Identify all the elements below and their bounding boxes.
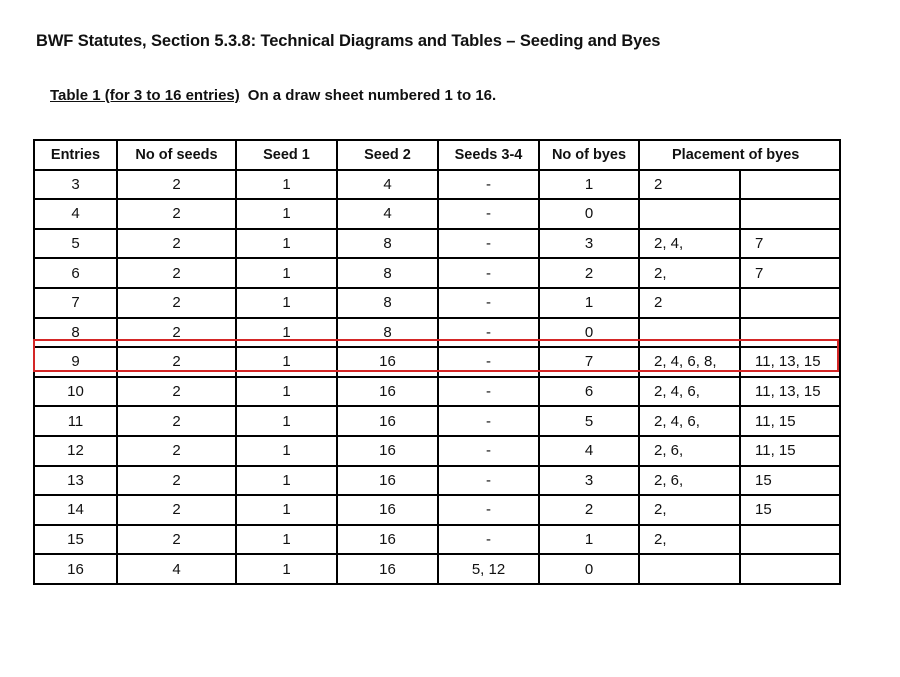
cell-placement-b: 15 — [740, 466, 840, 496]
cell-no-of-seeds: 2 — [117, 377, 236, 407]
table-row — [34, 466, 840, 496]
cell-seed-1: 1 — [236, 318, 337, 348]
table-row — [34, 525, 840, 555]
table-row — [34, 554, 840, 584]
cell-seed-2: 4 — [337, 170, 438, 200]
cell-entries: 9 — [34, 347, 117, 377]
cell-no-of-seeds: 2 — [117, 406, 236, 436]
table-header-row — [34, 140, 840, 170]
cell-no-of-seeds: 2 — [117, 495, 236, 525]
cell-entries: 8 — [34, 318, 117, 348]
cell-placement-a: 2, — [639, 258, 740, 288]
cell-no-of-seeds: 2 — [117, 436, 236, 466]
cell-entries: 7 — [34, 288, 117, 318]
cell-seeds-3-4: - — [438, 466, 539, 496]
cell-entries: 12 — [34, 436, 117, 466]
cell-seed-2: 4 — [337, 199, 438, 229]
cell-seed-2: 8 — [337, 229, 438, 259]
table-caption — [50, 87, 496, 104]
cell-entries: 5 — [34, 229, 117, 259]
cell-seeds-3-4: - — [438, 288, 539, 318]
cell-seeds-3-4: - — [438, 347, 539, 377]
cell-seeds-3-4: - — [438, 199, 539, 229]
cell-placement-b: 11, 13, 15 — [740, 377, 840, 407]
table-row — [34, 258, 840, 288]
cell-no-of-byes: 3 — [539, 229, 639, 259]
cell-placement-b — [740, 199, 840, 229]
seeding-byes-table — [33, 139, 841, 585]
cell-no-of-seeds: 2 — [117, 229, 236, 259]
cell-no-of-byes: 0 — [539, 554, 639, 584]
cell-no-of-byes: 1 — [539, 288, 639, 318]
cell-placement-b: 11, 15 — [740, 436, 840, 466]
cell-entries: 10 — [34, 377, 117, 407]
cell-no-of-seeds: 2 — [117, 318, 236, 348]
document-title: BWF Statutes, Section 5.3.8: Technical Diagrams and Tables – Seeding and Byes — [36, 32, 661, 50]
table-row — [34, 436, 840, 466]
cell-no-of-byes: 2 — [539, 495, 639, 525]
cell-placement-a — [639, 199, 740, 229]
cell-seed-2: 8 — [337, 318, 438, 348]
header-seeds-3-4: Seeds 3-4 — [438, 140, 539, 170]
header-placement-of-byes: Placement of byes — [639, 140, 840, 170]
header-seed-1: Seed 1 — [236, 140, 337, 170]
cell-no-of-seeds: 2 — [117, 258, 236, 288]
cell-seed-2: 8 — [337, 288, 438, 318]
cell-seeds-3-4: - — [438, 406, 539, 436]
cell-seed-1: 1 — [236, 525, 337, 555]
cell-no-of-seeds: 2 — [117, 170, 236, 200]
cell-seed-1: 1 — [236, 288, 337, 318]
cell-seed-1: 1 — [236, 466, 337, 496]
cell-entries: 16 — [34, 554, 117, 584]
table-row — [34, 377, 840, 407]
cell-placement-a: 2, — [639, 495, 740, 525]
cell-seed-2: 16 — [337, 466, 438, 496]
table-row — [34, 199, 840, 229]
cell-seed-1: 1 — [236, 229, 337, 259]
header-seed-2: Seed 2 — [337, 140, 438, 170]
cell-placement-b: 7 — [740, 229, 840, 259]
cell-entries: 6 — [34, 258, 117, 288]
cell-seeds-3-4: - — [438, 258, 539, 288]
cell-no-of-seeds: 2 — [117, 288, 236, 318]
cell-placement-a: 2, 6, — [639, 466, 740, 496]
cell-seeds-3-4: - — [438, 229, 539, 259]
cell-entries: 14 — [34, 495, 117, 525]
cell-placement-a: 2 — [639, 288, 740, 318]
cell-no-of-seeds: 4 — [117, 554, 236, 584]
table-row — [34, 229, 840, 259]
cell-no-of-seeds: 2 — [117, 466, 236, 496]
cell-placement-a: 2 — [639, 170, 740, 200]
cell-no-of-byes: 0 — [539, 199, 639, 229]
header-no-of-byes: No of byes — [539, 140, 639, 170]
cell-placement-a — [639, 318, 740, 348]
cell-seeds-3-4: - — [438, 436, 539, 466]
cell-placement-b — [740, 318, 840, 348]
table-row — [34, 347, 840, 377]
cell-seeds-3-4: - — [438, 525, 539, 555]
cell-placement-b: 15 — [740, 495, 840, 525]
cell-seed-2: 16 — [337, 554, 438, 584]
cell-placement-a: 2, — [639, 525, 740, 555]
cell-no-of-byes: 2 — [539, 258, 639, 288]
cell-entries: 15 — [34, 525, 117, 555]
table-row — [34, 406, 840, 436]
table-row — [34, 318, 840, 348]
table-row — [34, 288, 840, 318]
cell-entries: 4 — [34, 199, 117, 229]
header-no-of-seeds: No of seeds — [117, 140, 236, 170]
cell-seed-1: 1 — [236, 170, 337, 200]
cell-no-of-byes: 0 — [539, 318, 639, 348]
cell-no-of-seeds: 2 — [117, 525, 236, 555]
cell-placement-a: 2, 6, — [639, 436, 740, 466]
cell-no-of-byes: 1 — [539, 170, 639, 200]
cell-no-of-byes: 7 — [539, 347, 639, 377]
cell-no-of-byes: 4 — [539, 436, 639, 466]
cell-no-of-byes: 6 — [539, 377, 639, 407]
cell-seed-2: 16 — [337, 377, 438, 407]
cell-entries: 13 — [34, 466, 117, 496]
table-caption-label: Table 1 (for 3 to 16 entries) — [50, 87, 240, 104]
cell-seed-1: 1 — [236, 406, 337, 436]
table-row — [34, 170, 840, 200]
cell-seed-2: 16 — [337, 347, 438, 377]
cell-placement-a: 2, 4, — [639, 229, 740, 259]
cell-seed-1: 1 — [236, 199, 337, 229]
cell-seed-1: 1 — [236, 377, 337, 407]
cell-seeds-3-4: 5, 12 — [438, 554, 539, 584]
cell-seeds-3-4: - — [438, 377, 539, 407]
cell-seeds-3-4: - — [438, 495, 539, 525]
cell-seed-2: 8 — [337, 258, 438, 288]
cell-placement-b: 7 — [740, 258, 840, 288]
cell-placement-b — [740, 170, 840, 200]
cell-placement-b — [740, 554, 840, 584]
cell-seeds-3-4: - — [438, 170, 539, 200]
cell-no-of-byes: 1 — [539, 525, 639, 555]
cell-placement-b — [740, 525, 840, 555]
cell-placement-b: 11, 15 — [740, 406, 840, 436]
cell-seed-2: 16 — [337, 436, 438, 466]
header-entries: Entries — [34, 140, 117, 170]
cell-seed-1: 1 — [236, 347, 337, 377]
cell-entries: 11 — [34, 406, 117, 436]
cell-seed-2: 16 — [337, 495, 438, 525]
cell-placement-b: 11, 13, 15 — [740, 347, 840, 377]
cell-no-of-byes: 3 — [539, 466, 639, 496]
cell-placement-b — [740, 288, 840, 318]
table-row — [34, 495, 840, 525]
cell-placement-a: 2, 4, 6, 8, — [639, 347, 740, 377]
cell-no-of-byes: 5 — [539, 406, 639, 436]
cell-seed-1: 1 — [236, 258, 337, 288]
cell-seed-2: 16 — [337, 406, 438, 436]
cell-seed-1: 1 — [236, 495, 337, 525]
cell-seed-2: 16 — [337, 525, 438, 555]
cell-no-of-seeds: 2 — [117, 347, 236, 377]
cell-seed-1: 1 — [236, 436, 337, 466]
table-caption-text: On a draw sheet numbered 1 to 16. — [247, 87, 497, 104]
cell-seed-1: 1 — [236, 554, 337, 584]
cell-seeds-3-4: - — [438, 318, 539, 348]
cell-placement-a — [639, 554, 740, 584]
cell-entries: 3 — [34, 170, 117, 200]
cell-no-of-seeds: 2 — [117, 199, 236, 229]
cell-placement-a: 2, 4, 6, — [639, 377, 740, 407]
cell-placement-a: 2, 4, 6, — [639, 406, 740, 436]
table-body — [34, 170, 840, 584]
